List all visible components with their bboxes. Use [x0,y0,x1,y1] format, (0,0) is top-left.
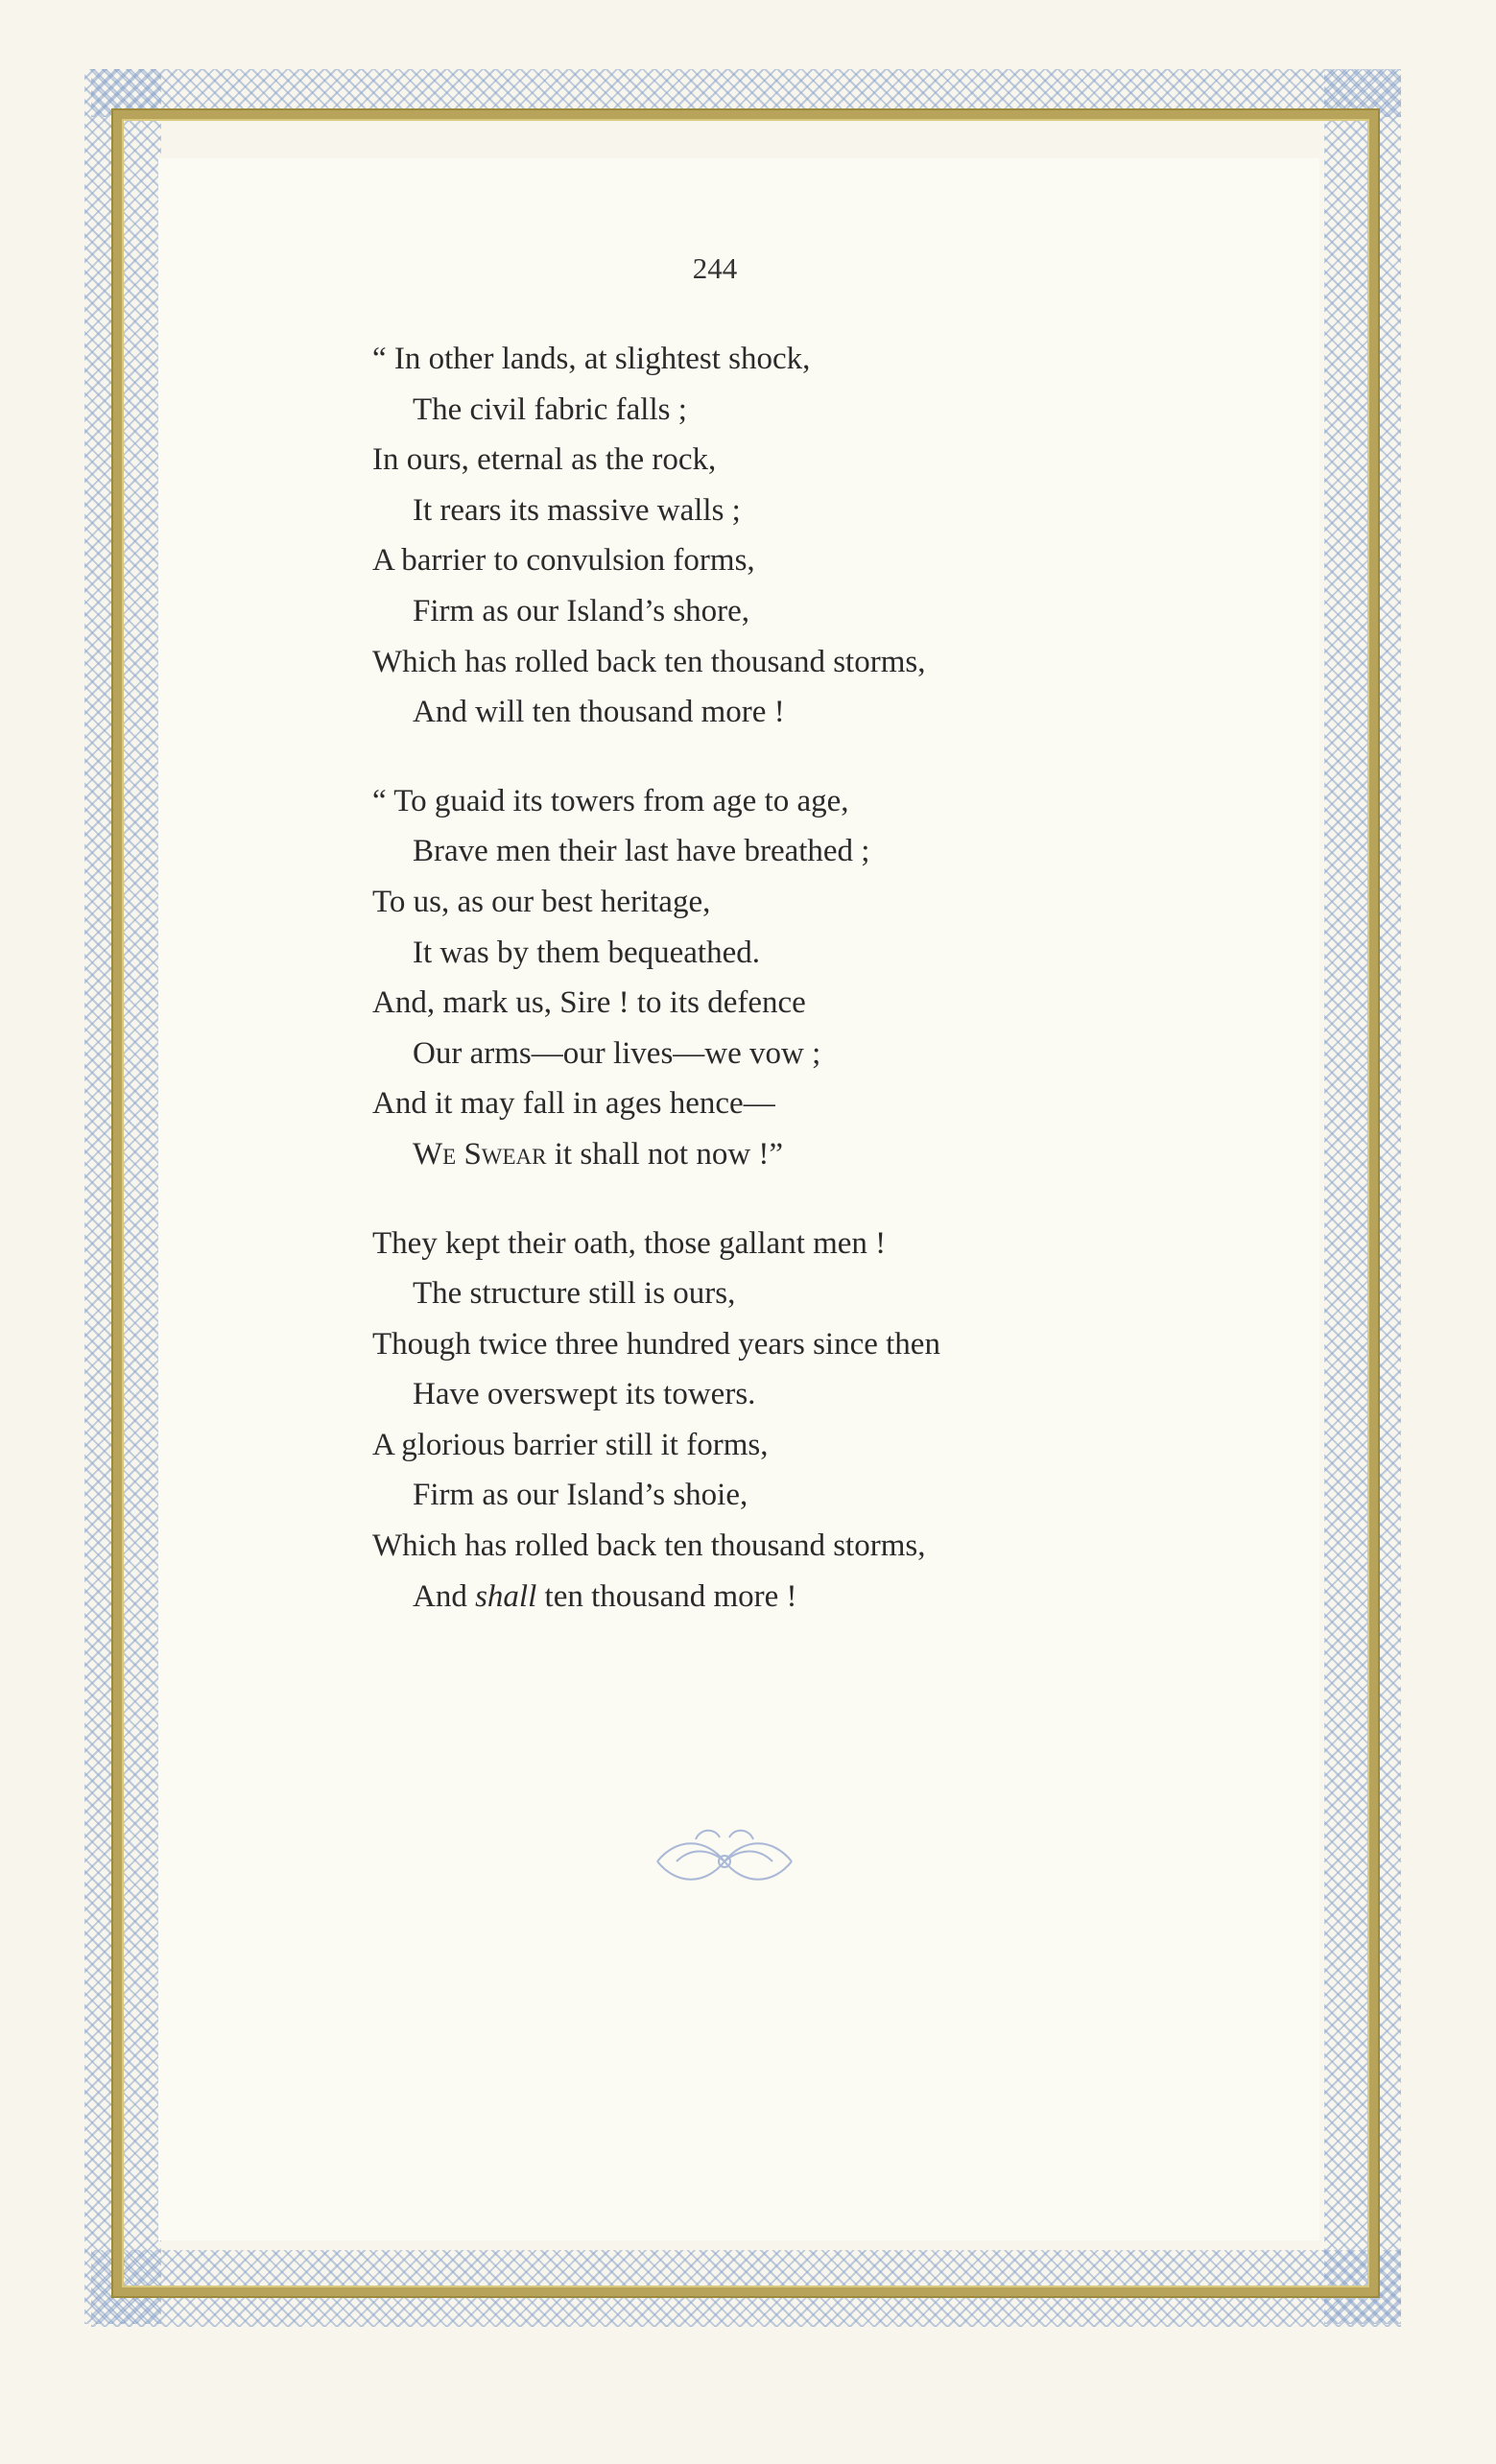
poem-line-rest: it shall not now !” [546,1136,784,1172]
italic-text: shall [475,1578,537,1614]
poem-line: They kept their oath, those gallant men ! [372,1225,887,1261]
poem-line: And will ten thousand more ! [413,695,785,730]
poem-line: It was by them bequeathed. [413,935,760,970]
small-caps-text: We Swear [413,1136,547,1172]
poem-line: Which has rolled back ten thousand storms, [372,644,926,679]
stanza-2 [372,776,1236,1180]
stanza-3 [372,1219,1236,1623]
page-number: 244 [692,251,738,285]
poem-line: “ To guaid its towers from age to age, [372,783,849,818]
flourish-ornament-icon [638,1818,811,1905]
poem-line: To us, as our best heritage, [372,884,711,919]
poem-line: Firm as our Island’s shore, [413,593,750,628]
poem-line: “ In other lands, at slightest shock, [372,342,811,376]
poem-line: A glorious barrier still it forms, [372,1427,769,1462]
poem-line-pre: And [413,1578,476,1614]
poem-line [372,1572,1236,1623]
poem-line: Firm as our Island’s shoie, [413,1478,748,1513]
stanza-1 [372,334,1236,738]
poem-line: Brave men their last have breathed ; [413,834,870,869]
poem-line: A barrier to convulsion forms, [372,543,755,579]
poem-line: And it may fall in ages hence— [372,1086,775,1122]
poem-line [372,1129,1236,1180]
poem-line: The civil fabric falls ; [413,391,687,427]
poem-line: And, mark us, Sire ! to its defence [372,985,806,1021]
poem-line: Our arms—our lives—we vow ; [413,1035,821,1071]
poem-line: Though twice three hundred years since then [372,1326,940,1362]
poem-line: It rears its massive walls ; [413,492,741,528]
poem-line: The structure still is ours, [413,1276,736,1312]
poem-line-post: ten thousand more ! [536,1578,797,1614]
poem [372,334,1236,1660]
poem-line: Which has rolled back ten thousand storms, [372,1528,926,1564]
poem-line: Have overswept its towers. [413,1377,756,1412]
poem-line: In ours, eternal as the rock, [372,442,717,478]
